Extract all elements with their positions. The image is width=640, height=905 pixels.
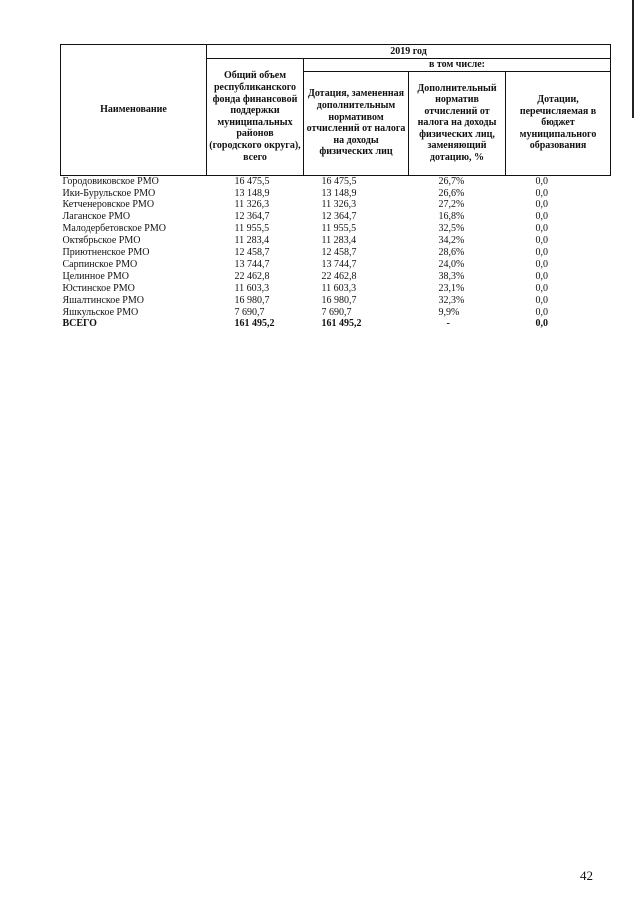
row-extra-norm: 32,5% [438,223,465,235]
row-extra-norm: 26,6% [438,187,465,199]
header-grant-transferred: Дотации, перечисляемая в бюджет муниципального образования [506,71,611,175]
header-including: в том числе: [304,59,611,72]
row-extra-norm: 16,8% [438,211,465,223]
header-grant-replaced: Дотация, замененная дополнительным нормативом отчислений от налога на доходы физических лиц [304,71,409,175]
header-extra-norm: Дополнительный норматив отчислений от налога на доходы физических лиц, заменяющий дотацию, % [409,71,506,175]
row-name: Кетченеровское РМО [62,199,155,211]
row-name: Яшалтинское РМО [62,294,144,306]
row-name: Городовиковское РМО [62,175,159,187]
row-name: Приютненское РМО [62,247,150,259]
row-grant-transferred: 0,0 [535,282,548,294]
row-extra-norm: 38,3% [438,270,465,282]
row-grant-replaced: 11 283,4 [321,235,357,247]
scan-edge-line [632,0,634,118]
table-row [61,307,611,319]
row-total: 22 462,8 [234,270,270,282]
row-grant-replaced: 161 495,2 [321,318,362,330]
row-total: 16 980,7 [234,294,270,306]
row-total: 13 148,9 [234,187,270,199]
row-extra-norm: 23,1% [438,282,465,294]
row-total: 13 744,7 [234,258,270,270]
row-grant-replaced: 16 980,7 [321,294,357,306]
row-total: 11 955,5 [234,223,270,235]
row-extra-norm: 24,0% [438,258,465,270]
row-grant-transferred: 0,0 [535,306,548,318]
header-year: 2019 год [207,45,611,59]
row-grant-transferred: 0,0 [535,223,548,235]
header-total: Общий объем республиканского фонда финансовой поддержки муниципальных районов (городского округа), всего [207,59,304,176]
row-grant-transferred: 0,0 [535,270,548,282]
row-extra-norm: 34,2% [438,235,465,247]
row-grant-replaced: 13 148,9 [321,187,357,199]
page-number: 42 [580,868,593,883]
row-name: Сарпинское РМО [62,258,138,270]
row-extra-norm: 28,6% [438,247,465,259]
row-grant-transferred: 0,0 [535,247,548,259]
row-grant-transferred: 0,0 [535,318,548,330]
row-grant-replaced: 12 364,7 [321,211,357,223]
row-grant-replaced: 22 462,8 [321,270,357,282]
row-name: Ики-Бурульское РМО [62,187,156,199]
row-grant-transferred: 0,0 [535,294,548,306]
table-row [61,235,611,247]
table-row [61,188,611,200]
table-row [61,199,611,211]
table-row [61,175,611,187]
row-grant-replaced: 12 458,7 [321,247,357,259]
row-name: Яшкульское РМО [62,306,139,318]
row-extra-norm: 26,7% [438,175,465,187]
row-extra-norm: 32,3% [438,294,465,306]
row-name: Октябрьское РМО [62,235,141,247]
row-name: Малодербетовское РМО [62,223,166,235]
row-extra-norm: 9,9% [438,306,460,318]
row-grant-replaced: 11 603,3 [321,282,357,294]
row-name: Лаганское РМО [62,211,131,223]
row-extra-norm: - [446,318,450,330]
row-name: Целинное РМО [62,270,129,282]
row-grant-replaced: 11 955,5 [321,223,357,235]
total-row [61,318,611,330]
row-grant-replaced: 16 475,5 [321,175,357,187]
row-total: 11 326,3 [234,199,270,211]
table-row [61,259,611,271]
row-total: 16 475,5 [234,175,270,187]
row-grant-transferred: 0,0 [535,258,548,270]
table-row [61,271,611,283]
header-name: Наименование [61,45,207,176]
row-grant-replaced: 13 744,7 [321,258,357,270]
row-grant-transferred: 0,0 [535,187,548,199]
row-extra-norm: 27,2% [438,199,465,211]
row-name: Юстинское РМО [62,282,135,294]
table-row [61,223,611,235]
table-row [61,211,611,223]
row-grant-transferred: 0,0 [535,211,548,223]
row-total: 12 458,7 [234,247,270,259]
row-total: 161 495,2 [234,318,275,330]
row-grant-replaced: 7 690,7 [321,306,352,318]
row-total: 12 364,7 [234,211,270,223]
table-row [61,247,611,259]
table-row [61,283,611,295]
row-total: 11 603,3 [234,282,270,294]
table-row [61,295,611,307]
row-grant-transferred: 0,0 [535,235,548,247]
row-total: 7 690,7 [234,306,265,318]
row-name: ВСЕГО [62,318,97,330]
row-grant-transferred: 0,0 [535,199,548,211]
row-total: 11 283,4 [234,235,270,247]
financial-support-table [60,44,611,330]
row-grant-replaced: 11 326,3 [321,199,357,211]
row-grant-transferred: 0,0 [535,175,548,187]
